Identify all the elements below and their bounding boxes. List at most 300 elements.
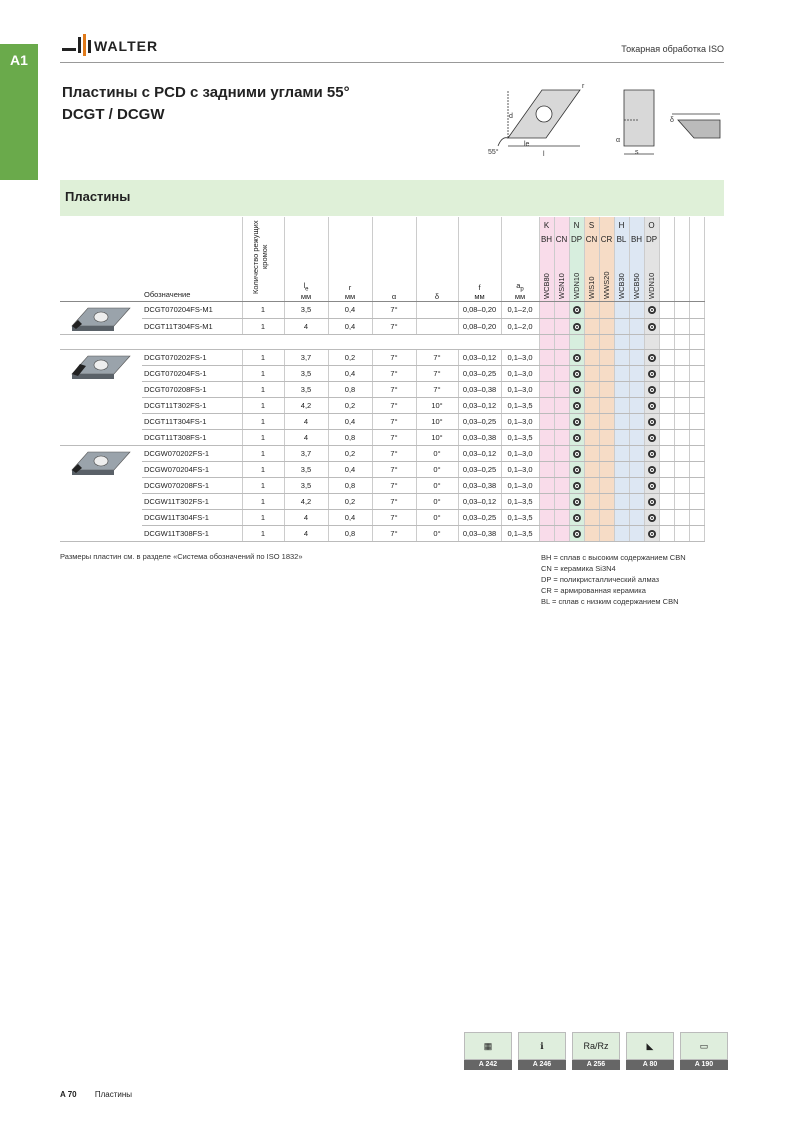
header-delta <box>416 217 458 302</box>
le-cell: 3,7 <box>284 446 328 462</box>
grade-cell <box>569 510 584 526</box>
recommended-icon <box>573 530 581 538</box>
table-row <box>60 302 704 319</box>
grade-cell <box>554 462 569 478</box>
r-cell: 0,4 <box>328 366 372 382</box>
grade-name: WDN10 <box>572 272 581 299</box>
designation-cell: DCGW070202FS-1 <box>142 446 242 462</box>
f-cell: 0,03–0,25 <box>458 366 501 382</box>
empty-cell <box>689 446 704 462</box>
legend-item: BL = сплав с низким содержанием CBN <box>541 597 679 606</box>
grade-cell <box>539 526 554 542</box>
grade-cell <box>554 510 569 526</box>
empty-cell <box>674 414 689 430</box>
header-grade-3 <box>584 217 599 302</box>
f-cell: 0,03–0,25 <box>458 462 501 478</box>
recommended-icon <box>648 466 656 474</box>
reference-page: A 246 <box>518 1060 566 1070</box>
recommended-icon <box>648 323 656 331</box>
grade-cell <box>554 350 569 366</box>
reference-page: A 256 <box>572 1060 620 1070</box>
empty-cell <box>689 462 704 478</box>
group-spacer <box>630 221 644 235</box>
empty-cell <box>659 446 674 462</box>
f-cell: 0,03–0,12 <box>458 494 501 510</box>
insert-table <box>60 217 705 542</box>
grade-cell <box>629 398 644 414</box>
table-row <box>60 494 704 510</box>
edges-cell: 1 <box>242 526 284 542</box>
header-le <box>284 217 328 302</box>
header-grade-6 <box>629 217 644 302</box>
grade-cell <box>599 494 614 510</box>
header-grade-0 <box>539 217 554 302</box>
delta-cell: 0° <box>416 462 458 478</box>
le-cell: 4 <box>284 318 328 335</box>
walter-logo <box>60 34 200 56</box>
grade-cell <box>599 446 614 462</box>
designation-cell: DCGT070208FS-1 <box>142 382 242 398</box>
reference-surface-roughness-icon[interactable] <box>572 1032 620 1070</box>
spacer-grade-cell <box>554 335 569 350</box>
table-row <box>60 510 704 526</box>
grade-cell <box>569 478 584 494</box>
recommended-icon <box>573 482 581 490</box>
le-label: le <box>524 141 530 148</box>
edges-cell: 1 <box>242 494 284 510</box>
insert-image-1 <box>68 352 134 382</box>
le-cell: 4 <box>284 414 328 430</box>
f-cell: 0,03–0,38 <box>458 430 501 446</box>
grade-cell <box>569 366 584 382</box>
f-cell: 0,03–0,38 <box>458 478 501 494</box>
delta-cell: 0° <box>416 446 458 462</box>
grade-cell <box>614 318 629 335</box>
recommended-icon <box>648 386 656 394</box>
recommended-icon <box>648 498 656 506</box>
header-image-cell <box>60 217 142 302</box>
table-row <box>60 446 704 462</box>
f-cell: 0,03–0,38 <box>458 526 501 542</box>
legend-item: CR = армированная керамика <box>541 586 646 595</box>
grade-name: WCB80 <box>542 273 551 299</box>
ap-cell: 0,1–2,0 <box>501 302 539 319</box>
delta-label: δ <box>670 117 674 124</box>
roughness-text: Ra/Rz <box>583 1041 609 1051</box>
header-ap-symbol: a <box>516 280 521 290</box>
f-cell: 0,03–0,12 <box>458 446 501 462</box>
alpha-label: α <box>616 137 621 144</box>
alpha-cell: 7° <box>372 478 416 494</box>
group-label: O <box>648 221 655 230</box>
grade-cell <box>539 318 554 335</box>
grade-cell <box>539 398 554 414</box>
grade-cell <box>644 366 659 382</box>
header-alpha-symbol: α <box>391 292 397 301</box>
le-cell: 4 <box>284 430 328 446</box>
r-cell: 0,8 <box>328 478 372 494</box>
reference-page: A 190 <box>680 1060 728 1070</box>
grade-cell <box>614 398 629 414</box>
grade-cell <box>629 462 644 478</box>
ap-cell: 0,1–3,5 <box>501 494 539 510</box>
alpha-cell: 7° <box>372 318 416 335</box>
empty-cell <box>689 382 704 398</box>
grade-cell <box>599 526 614 542</box>
insert-image-cell <box>60 302 142 335</box>
insert-image-cell <box>60 350 142 446</box>
grade-cell <box>539 510 554 526</box>
grade-cell <box>554 430 569 446</box>
empty-cell <box>674 478 689 494</box>
recommended-icon <box>648 482 656 490</box>
f-cell: 0,08–0,20 <box>458 302 501 319</box>
recommended-icon <box>573 306 581 314</box>
header-empty-1 <box>674 217 689 302</box>
edges-cell: 1 <box>242 430 284 446</box>
grade-cell <box>554 318 569 335</box>
title-line-2: DCGT / DCGW <box>62 106 165 123</box>
r-cell: 0,2 <box>328 350 372 366</box>
reference-page: A 80 <box>626 1060 674 1070</box>
grade-cell <box>629 510 644 526</box>
material-code: BL <box>616 235 627 244</box>
reference-toolholder-icon[interactable] <box>626 1032 674 1070</box>
grade-cell <box>584 494 599 510</box>
insert-image-2 <box>68 448 134 478</box>
grade-cell <box>584 350 599 366</box>
empty-cell <box>674 430 689 446</box>
material-code: CR <box>600 235 613 244</box>
empty-cell <box>674 302 689 319</box>
d-label: d <box>509 113 513 120</box>
grade-cell <box>539 478 554 494</box>
le-cell: 3,5 <box>284 302 328 319</box>
grade-cell <box>584 478 599 494</box>
grade-cell <box>644 510 659 526</box>
material-code: BH <box>630 235 643 244</box>
grade-cell <box>569 302 584 319</box>
le-cell: 4,2 <box>284 398 328 414</box>
recommended-icon <box>573 466 581 474</box>
reference-boring-bar-icon[interactable] <box>680 1032 728 1070</box>
delta-cell: 0° <box>416 510 458 526</box>
reference-icons <box>464 1032 728 1070</box>
r-cell: 0,8 <box>328 430 372 446</box>
grade-cell <box>614 350 629 366</box>
grade-cell <box>629 414 644 430</box>
grade-cell <box>599 414 614 430</box>
spacer-grade-cell <box>614 335 629 350</box>
legend-item: DP = поликристаллический алмаз <box>541 575 660 584</box>
empty-cell <box>689 478 704 494</box>
grade-cell <box>644 446 659 462</box>
grade-cell <box>599 366 614 382</box>
grade-cell <box>614 494 629 510</box>
header-f <box>458 217 501 302</box>
ap-cell: 0,1–3,0 <box>501 366 539 382</box>
header-r-symbol: r <box>348 283 352 292</box>
table-row <box>60 526 704 542</box>
empty-cell <box>659 382 674 398</box>
ap-cell: 0,1–3,0 <box>501 446 539 462</box>
recommended-icon <box>573 386 581 394</box>
grade-cell <box>554 382 569 398</box>
cutting-data-icon: ▦ <box>464 1032 512 1060</box>
ap-cell: 0,1–3,5 <box>501 430 539 446</box>
grade-cell <box>629 318 644 335</box>
table-row <box>60 382 704 398</box>
grade-cell <box>644 526 659 542</box>
grade-name: WSN10 <box>557 273 566 299</box>
section-band <box>60 180 724 216</box>
grade-cell <box>614 414 629 430</box>
alpha-cell: 7° <box>372 462 416 478</box>
spacer-empty-cell <box>674 335 689 350</box>
delta-cell: 0° <box>416 494 458 510</box>
svg-text:WALTER: WALTER <box>94 38 159 54</box>
recommended-icon <box>573 514 581 522</box>
grade-cell <box>554 494 569 510</box>
f-cell: 0,03–0,12 <box>458 350 501 366</box>
section-title: Токарная обработка ISO <box>621 44 724 54</box>
alpha-cell: 7° <box>372 446 416 462</box>
le-cell: 4 <box>284 526 328 542</box>
group-label: N <box>573 221 580 230</box>
toolholder-icon: ◣ <box>626 1032 674 1060</box>
grade-cell <box>629 350 644 366</box>
reference-cutting-data-icon[interactable] <box>464 1032 512 1070</box>
r-label: r <box>582 83 585 90</box>
grade-cell <box>539 350 554 366</box>
material-code: DP <box>645 235 658 244</box>
recommended-icon <box>648 402 656 410</box>
title-line-1: Пластины с PCD с задними углами 55° <box>62 84 350 101</box>
table-row <box>60 398 704 414</box>
empty-cell <box>659 478 674 494</box>
delta-cell: 7° <box>416 366 458 382</box>
header-f-symbol: f <box>478 283 481 292</box>
grade-cell <box>569 318 584 335</box>
empty-cell <box>674 462 689 478</box>
header-grade-2 <box>569 217 584 302</box>
legend-item: BH = сплав с высоким содержанием CBN <box>541 553 686 562</box>
info-icon: ℹ <box>518 1032 566 1060</box>
r-cell: 0,2 <box>328 398 372 414</box>
recommended-icon <box>573 418 581 426</box>
alpha-cell: 7° <box>372 350 416 366</box>
surface-roughness-icon <box>572 1032 620 1060</box>
grade-cell <box>644 398 659 414</box>
recommended-icon <box>648 354 656 362</box>
ap-cell: 0,1–3,0 <box>501 462 539 478</box>
recommended-icon <box>573 450 581 458</box>
angle-label: 55° <box>488 149 499 156</box>
recommended-icon <box>648 306 656 314</box>
grade-cell <box>569 430 584 446</box>
grade-cell <box>629 430 644 446</box>
header-r-unit: мм <box>344 292 356 301</box>
recommended-icon <box>573 370 581 378</box>
header-ap-subscript: p <box>520 286 524 292</box>
empty-cell <box>674 510 689 526</box>
spacer-empty-cell <box>689 335 704 350</box>
delta-cell: 0° <box>416 526 458 542</box>
ap-cell: 0,1–3,5 <box>501 510 539 526</box>
designation-cell: DCGW070208FS-1 <box>142 478 242 494</box>
le-cell: 4 <box>284 510 328 526</box>
grade-cell <box>644 318 659 335</box>
grade-cell <box>599 350 614 366</box>
empty-cell <box>689 494 704 510</box>
edges-cell: 1 <box>242 382 284 398</box>
header-designation: Обозначение <box>142 217 242 302</box>
material-code: DP <box>570 235 583 244</box>
group-spacer <box>600 221 614 235</box>
spacer-cell <box>142 335 539 350</box>
grade-cell <box>614 382 629 398</box>
designation-cell: DCGW11T302FS-1 <box>142 494 242 510</box>
grade-cell <box>599 382 614 398</box>
grade-cell <box>569 446 584 462</box>
grade-name: WIS10 <box>587 276 596 299</box>
grade-cell <box>614 510 629 526</box>
delta-cell: 10° <box>416 414 458 430</box>
empty-cell <box>659 398 674 414</box>
f-cell: 0,03–0,25 <box>458 414 501 430</box>
ap-cell: 0,1–3,0 <box>501 382 539 398</box>
grade-cell <box>599 318 614 335</box>
l-label: l <box>543 151 545 158</box>
grade-cell <box>629 494 644 510</box>
grade-cell <box>644 382 659 398</box>
grade-cell <box>644 350 659 366</box>
delta-cell <box>416 302 458 319</box>
grade-cell <box>569 414 584 430</box>
edges-cell: 1 <box>242 446 284 462</box>
table-row <box>60 318 704 335</box>
reference-info-icon[interactable] <box>518 1032 566 1070</box>
r-cell: 0,4 <box>328 510 372 526</box>
group-label: H <box>618 221 625 230</box>
r-cell: 0,2 <box>328 446 372 462</box>
grade-cell <box>629 302 644 319</box>
grade-cell <box>584 366 599 382</box>
alpha-cell: 7° <box>372 366 416 382</box>
f-cell: 0,03–0,38 <box>458 382 501 398</box>
delta-cell: 10° <box>416 430 458 446</box>
empty-cell <box>674 382 689 398</box>
insert-dimension-diagram <box>488 76 724 162</box>
delta-cell: 10° <box>416 398 458 414</box>
spacer-row <box>60 335 704 350</box>
empty-cell <box>659 494 674 510</box>
grade-cell <box>599 398 614 414</box>
grade-cell <box>584 318 599 335</box>
le-cell: 3,5 <box>284 382 328 398</box>
grade-cell <box>584 382 599 398</box>
grade-cell <box>554 526 569 542</box>
header-le-subscript: e <box>305 286 309 292</box>
alpha-cell: 7° <box>372 382 416 398</box>
f-cell: 0,08–0,20 <box>458 318 501 335</box>
grade-cell <box>569 398 584 414</box>
r-cell: 0,8 <box>328 526 372 542</box>
r-cell: 0,8 <box>328 382 372 398</box>
alpha-cell: 7° <box>372 398 416 414</box>
header-r <box>328 217 372 302</box>
grade-cell <box>569 462 584 478</box>
r-cell: 0,2 <box>328 494 372 510</box>
le-cell: 3,5 <box>284 366 328 382</box>
empty-cell <box>659 414 674 430</box>
grade-cell <box>629 526 644 542</box>
empty-cell <box>659 462 674 478</box>
header-empty-2 <box>689 217 704 302</box>
grade-cell <box>599 302 614 319</box>
header-edges <box>242 217 284 302</box>
grade-cell <box>584 430 599 446</box>
grade-cell <box>644 462 659 478</box>
edges-cell: 1 <box>242 510 284 526</box>
grade-cell <box>584 446 599 462</box>
header-grade-5 <box>614 217 629 302</box>
empty-cell <box>674 318 689 335</box>
empty-cell <box>689 398 704 414</box>
delta-cell: 7° <box>416 382 458 398</box>
grade-cell <box>539 414 554 430</box>
empty-cell <box>674 366 689 382</box>
empty-cell <box>689 526 704 542</box>
page-footer <box>60 1090 132 1099</box>
grade-cell <box>539 366 554 382</box>
grade-name: WDN10 <box>647 272 656 299</box>
grade-cell <box>539 430 554 446</box>
table-row <box>60 478 704 494</box>
edges-cell: 1 <box>242 414 284 430</box>
grade-cell <box>584 398 599 414</box>
edges-cell: 1 <box>242 478 284 494</box>
spacer-empty-cell <box>659 335 674 350</box>
material-code: CN <box>585 235 598 244</box>
boring-bar-icon: ▭ <box>680 1032 728 1060</box>
delta-cell: 7° <box>416 350 458 366</box>
grade-cell <box>599 430 614 446</box>
r-cell: 0,4 <box>328 462 372 478</box>
material-legend <box>541 552 686 607</box>
designation-cell: DCGW11T308FS-1 <box>142 526 242 542</box>
section-band-title: Пластины <box>65 189 131 204</box>
grade-cell <box>599 478 614 494</box>
header-f-unit: мм <box>474 292 485 301</box>
grade-cell <box>554 398 569 414</box>
recommended-icon <box>573 402 581 410</box>
grade-cell <box>554 478 569 494</box>
r-cell: 0,4 <box>328 414 372 430</box>
grade-cell <box>569 382 584 398</box>
delta-cell <box>416 318 458 335</box>
material-code: CN <box>555 235 568 244</box>
empty-cell <box>674 398 689 414</box>
grade-cell <box>644 430 659 446</box>
empty-cell <box>689 366 704 382</box>
empty-cell <box>659 526 674 542</box>
empty-cell <box>659 318 674 335</box>
grade-cell <box>599 510 614 526</box>
recommended-icon <box>648 450 656 458</box>
edges-cell: 1 <box>242 350 284 366</box>
empty-cell <box>689 350 704 366</box>
